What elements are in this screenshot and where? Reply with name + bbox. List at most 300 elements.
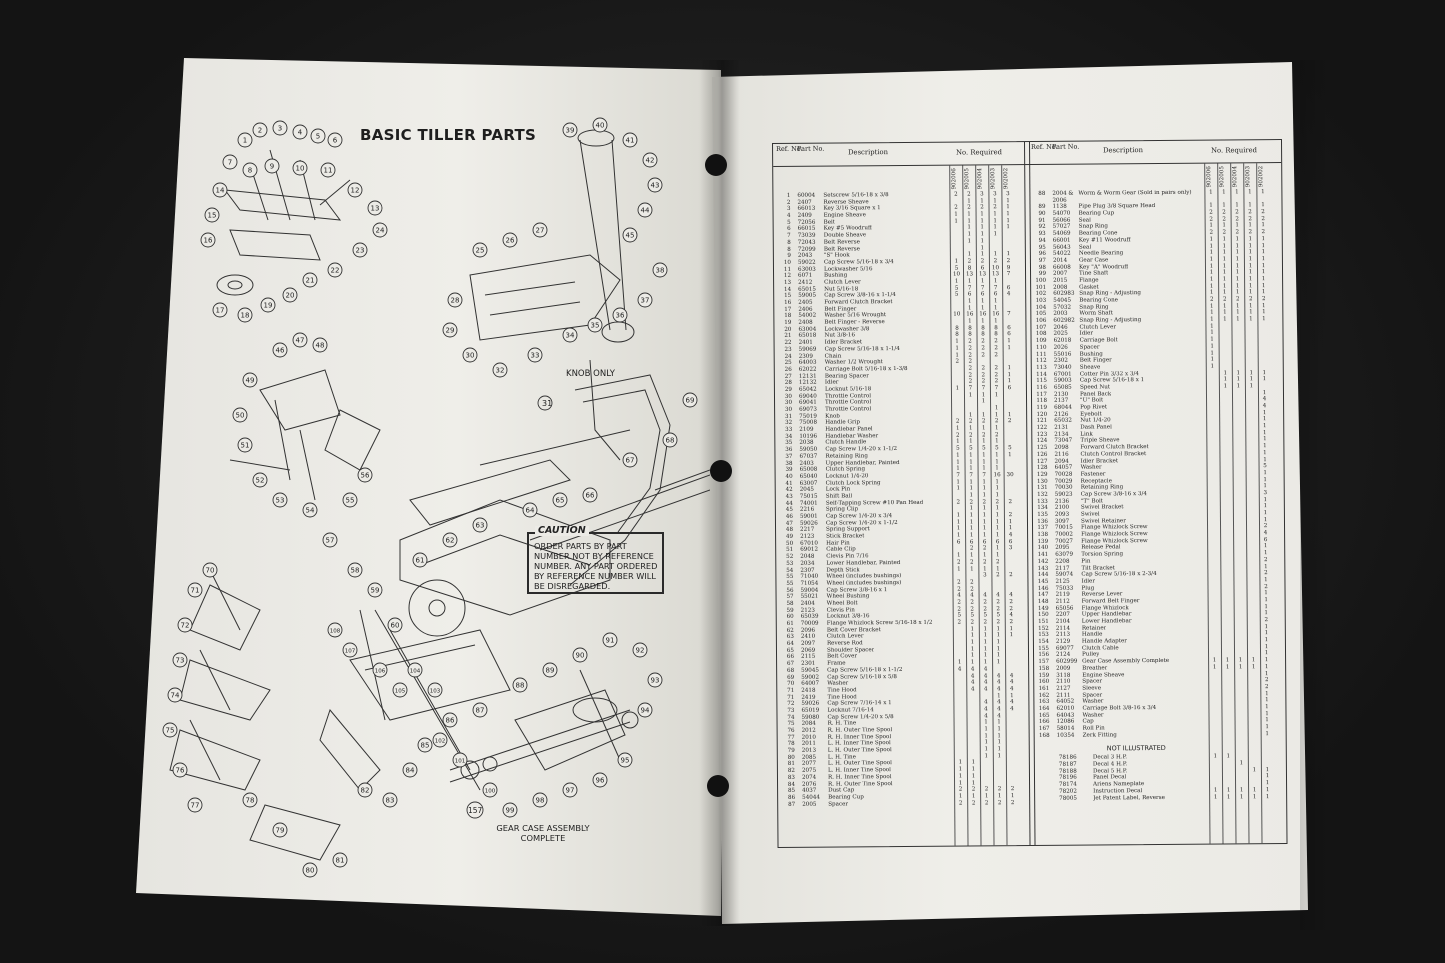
quantity-cell: 1 [1264, 637, 1269, 644]
caution-heading: CAUTION [535, 526, 589, 536]
ref-cell: 93 [1038, 230, 1046, 238]
quantity-cell: 2 [1009, 572, 1013, 579]
ref-cell: 100 [1035, 277, 1047, 284]
callout-bubble [443, 323, 457, 337]
quantity-cell: 1 [1236, 309, 1240, 316]
ref-cell: 52 [786, 553, 794, 561]
part-number-cell: 2025 [1053, 331, 1068, 338]
part-number-cell: 67037 [799, 453, 818, 460]
callout-number: 53 [275, 496, 285, 505]
part-number-cell: 3118 [1056, 672, 1071, 679]
quantity-cell: 2 [994, 338, 998, 345]
caution-text: ORDER PARTS BY PART NUMBER NOT BY REFERENCE NUMBER. ANY PART ORDERED BY REFERENCE NUMBER WILL BE DISREGARDED. [534, 541, 658, 591]
ref-cell: 37 [785, 453, 793, 460]
part-number-cell: 602983 [1053, 290, 1075, 298]
quantity-cell: 1 [967, 231, 972, 238]
description-cell: Ariens Nameplate [1093, 781, 1145, 788]
ref-cell: 35 [785, 440, 793, 447]
callout-number: 42 [645, 156, 655, 165]
quantity-cell: 1 [968, 318, 972, 325]
quantity-cell: 1 [993, 224, 997, 231]
quantity-cell: 1 [971, 793, 976, 800]
ref-cell: 83 [787, 774, 796, 781]
callout-bubble [328, 623, 342, 637]
callout-number: 92 [635, 646, 645, 655]
description-cell: Decal 5 H.P. [1092, 767, 1128, 775]
callout-number: 66 [585, 491, 595, 500]
callout-bubble [663, 433, 677, 447]
quantity-cell: 6 [1006, 284, 1011, 291]
part-number-cell: 2003 [1053, 311, 1068, 318]
header-ref-no: Ref. No. [1031, 142, 1058, 151]
ref-cell: 79 [787, 747, 795, 754]
part-number-cell: 12132 [798, 379, 817, 387]
quantity-cell: 4 [996, 672, 1001, 679]
quantity-cell: 4 [957, 592, 961, 599]
part-number-cell: 69073 [799, 406, 817, 413]
part-number-cell: 59069 [798, 346, 817, 353]
ref-cell: 9 [787, 253, 791, 260]
ref-cell: 33 [785, 426, 793, 433]
quantity-cell: 1 [997, 739, 1002, 746]
ref-cell: 159 [1038, 672, 1050, 679]
description-cell: Spacer [1082, 691, 1103, 699]
ref-cell: 22 [784, 339, 792, 347]
quantity-cell: 1 [956, 512, 961, 519]
part-number-cell: 59005 [798, 292, 817, 300]
ref-cell: 166 [1038, 719, 1050, 726]
quantity-cell: 5 [1008, 445, 1012, 452]
quantity-cell: 1 [995, 532, 1000, 539]
quantity-cell: 2 [995, 498, 1000, 505]
part-number-cell: 2005 [802, 801, 817, 808]
description-cell: Clutch Spring [825, 466, 866, 473]
callout-number: 21 [305, 276, 315, 285]
description-cell: Spring Support [826, 526, 870, 533]
part-number-cell: 59022 [797, 259, 816, 266]
description-cell: Cap Screw 3/8-16 x 3/4 [1080, 491, 1148, 498]
description-cell: Frame [827, 660, 846, 667]
quantity-cell: 2 [955, 418, 960, 425]
quantity-cell: 1 [954, 278, 959, 285]
header-description: Description [1103, 146, 1144, 155]
quantity-cell: 1 [967, 198, 971, 205]
callout-number: 102 [434, 738, 446, 745]
quantity-cell: 1 [1262, 416, 1267, 423]
ref-cell: 151 [1038, 618, 1049, 625]
quantity-cell: 1 [1235, 242, 1240, 249]
quantity-cell: 1 [1010, 692, 1014, 699]
description-cell: Swivel Bracket [1080, 504, 1124, 511]
quantity-cell: 1 [995, 458, 999, 465]
quantity-cell: 2 [1009, 605, 1013, 612]
quantity-cell: 1 [1249, 376, 1254, 383]
quantity-cell: 1 [996, 625, 1001, 632]
quantity-cell: 1 [1238, 657, 1243, 664]
description-cell: L. H. Outer Tine Spool [827, 747, 892, 754]
model-number-header: 902002 [1003, 167, 1010, 190]
ref-cell: 152 [1038, 625, 1049, 632]
quantity-cell: 1 [980, 238, 985, 245]
quantity-cell: 2 [980, 204, 984, 211]
ref-cell: 112 [1036, 358, 1047, 365]
description-cell: Washer [827, 680, 849, 687]
quantity-cell: 1 [1248, 269, 1253, 276]
quantity-cell: 1 [1209, 303, 1214, 310]
model-number-header: 902004 [977, 167, 984, 190]
description-cell: Wheel Bushing [826, 593, 870, 600]
quantity-cell: 2 [1209, 296, 1214, 303]
quantity-cell: 7 [981, 385, 986, 392]
quantity-cell: 1 [996, 565, 1000, 572]
quantity-cell: 1 [1222, 283, 1227, 290]
quantity-cell: 1 [1262, 369, 1267, 376]
quantity-cell: 1 [1264, 597, 1268, 604]
part-number-cell: 57032 [1053, 304, 1072, 311]
part-number-cell: 70015 [1055, 525, 1073, 532]
description-cell: Clutch Handle [825, 439, 867, 447]
callout-number: 16 [203, 236, 213, 245]
quantity-cell: 4 [970, 686, 975, 693]
quantity-cell: 1 [1210, 343, 1214, 350]
callout-bubble [223, 155, 237, 169]
part-number-cell: 54070 [1052, 210, 1071, 217]
part-number-cell: 65085 [1053, 384, 1072, 391]
ref-cell: 71 [787, 694, 795, 701]
model-number-header: 902002 [1258, 165, 1265, 188]
callout-bubble [588, 318, 602, 332]
description-cell: Locknut 3/8-16 [826, 613, 870, 620]
ref-cell: 88 [1038, 190, 1046, 197]
quantity-cell: 1 [1222, 256, 1227, 263]
description-cell: Flange Whizlock Screw [1081, 531, 1148, 538]
description-cell: Double Sheave [823, 232, 867, 239]
part-number-cell: 54069 [1052, 230, 1071, 237]
callout-number: 85 [420, 741, 430, 750]
callout-number: 62 [445, 536, 455, 545]
quantity-cell: 2 [957, 586, 961, 593]
quantity-cell: 1 [969, 492, 974, 499]
part-number-cell: 2217 [800, 527, 815, 534]
description-cell: Idler Bracket [1080, 457, 1119, 465]
description-cell: Shoulder Spacer [826, 646, 875, 654]
description-cell: Flange Whizlock Screw [1081, 524, 1148, 531]
quantity-cell: 2 [971, 799, 976, 807]
ref-cell: 157 [1038, 658, 1050, 666]
quantity-cell: 1 [1264, 610, 1269, 617]
callout-number: 6 [332, 136, 338, 145]
callout-bubble [273, 493, 287, 507]
part-number-cell: 2111 [1056, 692, 1071, 699]
quantity-cell: 1 [1263, 543, 1268, 550]
quantity-cell: 5 [1263, 463, 1267, 470]
ref-cell: 141 [1037, 551, 1049, 559]
ref-cell: 147 [1037, 592, 1049, 599]
quantity-cell: 1 [982, 519, 987, 526]
quantity-cell: 4 [996, 679, 1001, 686]
callout-number: 104 [409, 668, 421, 675]
part-number-cell: 2100 [1054, 504, 1070, 512]
quantity-cell: 1 [995, 525, 1000, 532]
quantity-cell: 1 [1008, 451, 1012, 458]
quantity-cell: 4 [1006, 291, 1011, 298]
part-number-cell: 2307 [800, 567, 815, 574]
callout-number: 45 [625, 231, 635, 240]
description-cell: Cap Screw 5/16-18 x 1-1/2 [827, 666, 903, 674]
description-cell: Bearing Cup [828, 794, 864, 801]
quantity-cell: 1 [1238, 664, 1243, 671]
description-cell: Shift Ball [825, 493, 853, 500]
part-number-cell: 2074 [801, 774, 817, 781]
callout-bubble [368, 583, 382, 597]
quantity-cell: 1 [956, 459, 960, 466]
quantity-cell: 1 [982, 552, 987, 559]
quantity-cell: 5 [982, 445, 986, 452]
quantity-cell: 1 [982, 532, 987, 539]
callout-bubble [533, 793, 547, 807]
part-number-cell: 2093 [1054, 511, 1070, 518]
description-cell: Bushing [1079, 350, 1103, 358]
quantity-cell: 2 [955, 432, 960, 439]
quantity-cell: 2 [1264, 617, 1269, 624]
quantity-cell: 1 [980, 218, 984, 225]
callout-number: 64 [525, 506, 535, 515]
part-number-cell: 2109 [799, 426, 814, 433]
quantity-cell: 1 [995, 485, 1000, 492]
quantity-cell: 1 [1008, 518, 1013, 525]
ref-cell: 142 [1037, 558, 1049, 565]
callout-bubble [573, 648, 587, 662]
quantity-cell: 1 [994, 318, 998, 325]
quantity-cell: 2 [970, 599, 974, 606]
callout-number: 97 [565, 786, 575, 795]
callout-number: 63 [475, 521, 485, 530]
callout-bubble [383, 793, 397, 807]
callout-number: 22 [330, 266, 340, 275]
quantity-cell: 1 [1261, 262, 1266, 269]
description-cell: Cable Clip [826, 546, 856, 554]
quantity-cell: 1 [954, 258, 959, 265]
quantity-cell: 1 [956, 452, 960, 459]
quantity-cell: 1 [968, 425, 973, 432]
description-cell: Belt Finger [824, 306, 857, 313]
description-cell: Cotter Pin 3/32 x 3/4 [1079, 370, 1139, 378]
quantity-cell: 2 [956, 499, 961, 506]
callout-number: 14 [215, 186, 225, 195]
part-number-cell: 56066 [1052, 217, 1071, 224]
ref-cell: 65 [786, 647, 795, 654]
quantity-cell: 1 [1261, 222, 1265, 229]
quantity-cell: 9 [1006, 264, 1011, 271]
quantity-cell: 1 [1265, 710, 1269, 717]
description-cell: Dash Panel [1080, 424, 1112, 431]
quantity-cell: 1 [1235, 303, 1240, 310]
quantity-cell: 1 [1235, 269, 1240, 276]
callout-bubble [563, 328, 577, 342]
ref-cell: 85 [787, 788, 796, 795]
quantity-cell: 1 [968, 392, 973, 399]
callout-bubble [253, 473, 267, 487]
ref-cell: 168 [1038, 732, 1050, 739]
description-cell: Clutch Lever [824, 279, 861, 286]
binder-hole-bottom [707, 775, 729, 797]
description-cell: Panel Decal [1092, 774, 1127, 781]
gear-case-assembly [450, 670, 638, 782]
callout-bubble [373, 663, 387, 677]
callout-bubble [623, 133, 637, 147]
callout-number: 23 [355, 246, 365, 255]
quantity-cell: 1 [1009, 625, 1014, 632]
callout-bubble [333, 853, 347, 867]
quantity-cell: 2 [982, 498, 987, 505]
callout-number: 13 [370, 204, 380, 213]
ref-cell: 20 [784, 326, 792, 333]
quantity-cell: 1 [997, 726, 1001, 733]
callout-number: 91 [605, 636, 615, 645]
callout-bubble [593, 118, 607, 132]
callout-number: 70 [205, 566, 215, 575]
ref-cell: 13 [783, 279, 792, 286]
quantity-cell: 1 [982, 452, 986, 459]
quantity-cell: 1 [1261, 282, 1266, 289]
description-cell: Handle Adapter [1081, 638, 1127, 645]
quantity-cell: 2 [958, 800, 963, 807]
part-number-cell: 2119 [1055, 591, 1070, 599]
callout-bubble [173, 763, 187, 777]
part-number-cell: 59001 [799, 513, 818, 520]
quantity-cell: 6 [1007, 385, 1012, 392]
description-cell: Idler [1079, 330, 1094, 338]
quantity-cell: 1 [1235, 256, 1240, 263]
ref-cell: 25 [784, 360, 792, 367]
model-number-header: 902004 [1232, 165, 1239, 188]
quantity-cell: 2 [994, 378, 999, 385]
part-number-cell: 3097 [1054, 518, 1070, 525]
quantity-cell: 4 [983, 592, 987, 599]
quantity-cell: 1 [1006, 251, 1011, 258]
part-number-cell: 2011 [801, 741, 816, 748]
description-cell: Tine Hood [827, 687, 857, 694]
quantity-cell: 1 [1248, 289, 1253, 296]
callout-number: 56 [360, 471, 370, 480]
quantity-cell: 1 [1222, 202, 1226, 209]
ref-cell: 163 [1038, 699, 1050, 706]
ref-cell: 63 [786, 634, 794, 641]
quantity-cell: 1 [969, 465, 973, 472]
quantity-cell: 1 [958, 793, 963, 800]
ref-cell: 165 [1038, 712, 1050, 719]
ref-cell: 118 [1036, 398, 1048, 405]
page-title: BASIC TILLER PARTS [360, 126, 537, 144]
callout-bubble [653, 263, 667, 277]
part-number-cell: 63003 [797, 266, 816, 273]
parts-table-left-half [773, 142, 1030, 847]
quantity-cell: 1 [1261, 202, 1265, 209]
quantity-cell: 1 [1249, 309, 1253, 316]
quantity-cell: 5 [996, 612, 1001, 619]
quantity-cell: 4 [983, 666, 988, 673]
quantity-cell: 1 [1236, 369, 1241, 376]
quantity-cell: 1 [1235, 222, 1239, 229]
part-number-cell: 78005 [1059, 795, 1077, 802]
ref-cell: 74 [787, 714, 795, 721]
ref-cell: 127 [1036, 458, 1048, 465]
quantity-cell: 1 [1210, 323, 1214, 330]
quantity-cell: 1 [954, 211, 958, 218]
description-cell: Washer [1082, 698, 1104, 705]
callout-bubble [493, 363, 507, 377]
part-number-cell: 2134 [1054, 431, 1069, 438]
callout-number: 55 [345, 496, 355, 505]
description-cell: Instruction Decal [1093, 787, 1143, 795]
callout-number: 96 [595, 776, 605, 785]
quantity-cell: 1 [983, 646, 988, 653]
description-cell: Bushing [824, 272, 848, 279]
quantity-cell: 1 [980, 305, 985, 312]
callout-bubble [373, 223, 387, 237]
quantity-cell: 2 [994, 351, 998, 358]
quantity-cell: 5 [995, 445, 999, 452]
quantity-cell: 1 [995, 492, 1000, 499]
part-number-cell: 2406 [798, 306, 813, 313]
quantity-cell: 1 [1263, 456, 1267, 463]
description-cell: Needle Bearing [1078, 250, 1124, 257]
description-cell: Release Pedal [1081, 544, 1121, 552]
ref-cell: 8 [787, 246, 791, 253]
callout-bubble [343, 643, 357, 657]
quantity-cell: 1 [967, 305, 972, 312]
callout-bubble [623, 228, 637, 242]
callout-number: 73 [175, 656, 185, 665]
ref-cell: 66 [786, 654, 795, 661]
quantity-cell: 2 [1235, 229, 1240, 236]
ref-cell: 32 [785, 420, 793, 427]
ref-cell: 106 [1035, 317, 1047, 324]
model-number-headers [1200, 165, 1278, 188]
quantity-cell: 1 [1248, 202, 1252, 209]
quantity-cell: 1 [984, 726, 988, 733]
callout-bubble [233, 408, 247, 422]
quantity-cell: 1 [971, 759, 976, 766]
quantity-cell: 2 [1008, 498, 1013, 505]
part-number-cell: 57027 [1052, 224, 1071, 231]
quantity-cell: 1 [996, 652, 1001, 659]
ref-cell: 55 [786, 574, 794, 581]
page-edge-shadow [1300, 60, 1330, 930]
quantity-cell: 5 [954, 285, 959, 292]
part-number-cell: 70028 [1054, 471, 1073, 478]
quantity-cell: 8 [994, 331, 998, 338]
ref-cell: 131 [1037, 485, 1048, 492]
quantity-cell: 1 [1222, 249, 1227, 256]
quantity-cell: 1 [996, 639, 1001, 646]
quantity-cell: 1 [1261, 289, 1266, 296]
callout-bubble [353, 243, 367, 257]
part-number-cell: 2046 [1053, 324, 1068, 331]
quantity-cell: 1 [995, 438, 999, 445]
header-no-required: No. Required [1211, 146, 1258, 155]
quantity-cell: 10 [991, 264, 1000, 271]
quantity-cell: 2 [1222, 229, 1227, 236]
callout-bubble [303, 503, 317, 517]
quantity-cell: 2 [1235, 216, 1239, 223]
description-cell: Clutch Lock Spring [825, 479, 881, 487]
model-number-header: 902003 [990, 167, 997, 190]
quantity-cell: 2 [982, 545, 987, 552]
callout-bubble [638, 703, 652, 717]
quantity-cell: 1 [1262, 309, 1266, 316]
quantity-cell: 6 [993, 291, 998, 298]
